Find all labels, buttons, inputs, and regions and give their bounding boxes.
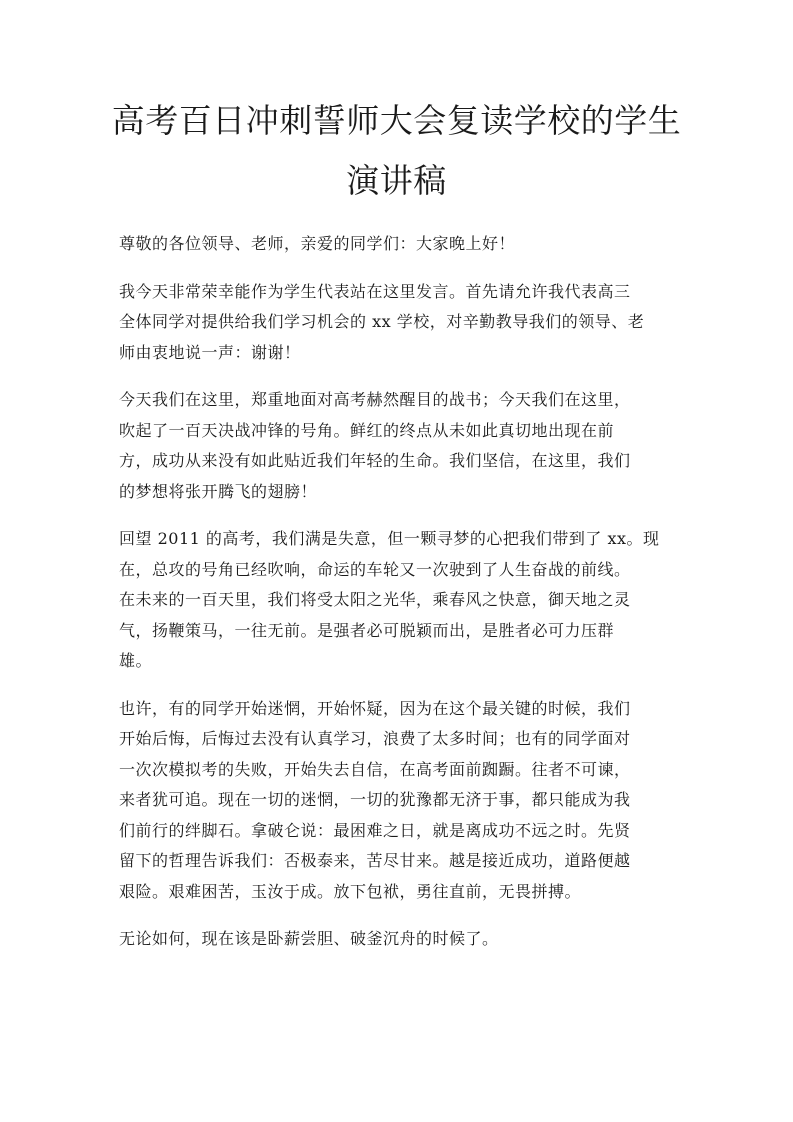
text-line: 在，总攻的号角已经吹响，命运的车轮又一次驶到了人生奋战的前线。 — [119, 559, 631, 579]
text-line: 在未来的一百天里，我们将受太阳之光华，乘春风之快意，御天地之灵 — [119, 590, 631, 609]
paragraph-greeting — [119, 229, 679, 260]
text-line: 艰险。艰难困苦，玉汝于成。放下包袱，勇往直前，无畏拼搏。 — [119, 881, 582, 901]
document-title-line-1: 高考百日冲刺誓师大会复读学校的学生 — [111, 101, 682, 140]
text-line: 尊敬的各位领导、老师，亲爱的同学们：大家晚上好！ — [119, 234, 516, 253]
text-line: 来者犹可追。现在一切的迷惘，一切的犹豫都无济于事，都只能成为我 — [119, 790, 631, 809]
text-line: 开始后悔，后悔过去没有认真学习，浪费了太多时间；也有的同学面对 — [119, 729, 631, 748]
text-line: 回望 2011 的高考，我们满是失意，但一颗寻梦的心把我们带到了 xx。现 — [119, 529, 660, 548]
text-line: 吹起了一百天决战冲锋的号角。鲜红的终点从未如此真切地出现在前 — [119, 420, 615, 440]
text-line: 也许，有的同学开始迷惘，开始怀疑，因为在这个最关键的时候，我们 — [119, 698, 631, 718]
text-line: 今天我们在这里，郑重地面对高考赫然醒目的战书；今天我们在这里， — [119, 390, 631, 409]
text-line: 无论如何，现在该是卧薪尝胆、破釜沉舟的时候了。 — [119, 929, 499, 948]
text-line: 的梦想将张开腾飞的翅膀！ — [119, 481, 318, 501]
text-line: 我今天非常荣幸能作为学生代表站在这里发言。首先请允许我代表高三 — [119, 281, 631, 301]
paragraph-thanks — [119, 277, 679, 369]
text-line: 全体同学对提供给我们学习机会的 xx 学校，对辛勤教导我们的领导、老 — [119, 312, 645, 331]
text-line: 们前行的绊脚石。拿破仑说：最困难之日，就是离成功不远之时。先贤 — [119, 820, 631, 840]
text-line: 一次次模拟考的失败，开始失去自信，在高考面前踟蹰。往者不可谏， — [119, 759, 631, 779]
text-line: 气，扬鞭策马，一往无前。是强者必可脱颖而出，是胜者必可力压群 — [119, 620, 615, 640]
text-line: 雄。 — [119, 651, 153, 670]
paragraph-lookback — [119, 524, 679, 677]
document-body — [119, 229, 679, 972]
text-line: 留下的哲理告诉我们：否极泰来，苦尽甘来。越是接近成功，道路便越 — [119, 851, 631, 870]
document-title-line-2: 演讲稿 — [346, 161, 447, 200]
paragraph-perhaps — [119, 694, 679, 908]
paragraph-today — [119, 385, 679, 507]
paragraph-conclusion — [119, 924, 679, 955]
text-line: 师由衷地说一声：谢谢！ — [119, 342, 301, 362]
text-line: 方，成功从来没有如此贴近我们年轻的生命。我们坚信，在这里，我们 — [119, 451, 631, 470]
